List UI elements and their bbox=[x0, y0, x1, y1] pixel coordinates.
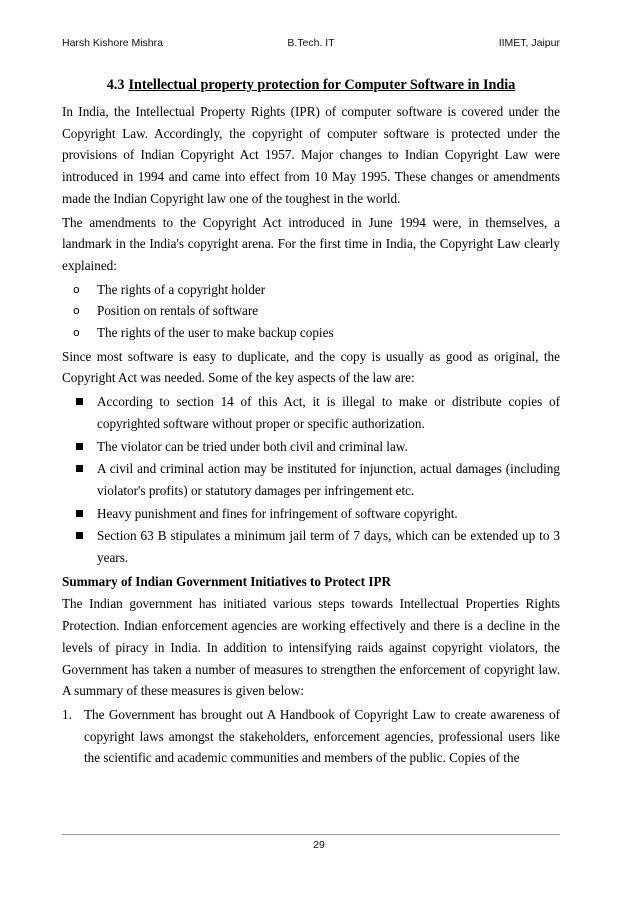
list-item bbox=[62, 525, 560, 568]
circle-bullet-icon: o bbox=[73, 282, 80, 296]
paragraph-government: The Indian government has initiated various steps towards Intellectual Properties Rights Protection. Indian enforcement agencies are working effectively and there is a decline in the levels of piracy in India. In addition to intensifying raids against copyright violators, the Government has taken a number of measures to strengthen the enforcement of copyright law. A summary of these measures is given below: bbox=[62, 596, 560, 699]
list-item-text: The violator can be tried under both civil and criminal law. bbox=[97, 438, 408, 454]
list-item bbox=[62, 503, 560, 525]
list-item-text: Position on rentals of software bbox=[97, 303, 259, 319]
list-item bbox=[62, 436, 560, 458]
section-heading bbox=[62, 74, 560, 96]
square-bullet-icon bbox=[76, 532, 83, 539]
list-item bbox=[62, 322, 560, 344]
list-item bbox=[62, 391, 560, 434]
section-number: 4.3 bbox=[106, 77, 125, 93]
explained-list bbox=[62, 279, 560, 344]
page-number: 29 bbox=[313, 839, 325, 851]
circle-bullet-icon: o bbox=[73, 326, 80, 340]
square-bullet-icon bbox=[76, 465, 83, 472]
circle-bullet-icon: o bbox=[73, 304, 80, 318]
list-item-text: Section 63 B stipulates a minimum jail term of 7 days, which can be extended up to 3 years. bbox=[97, 528, 560, 566]
header-course: B.Tech. IT bbox=[287, 37, 335, 49]
list-item-text: According to section 14 of this Act, it is illegal to make or distribute copies of copyrighted software without proper or specific authorization. bbox=[97, 394, 560, 431]
page-content bbox=[62, 74, 560, 769]
list-item-text: A civil and criminal action may be instituted for injunction, actual damages (including violator's profits) or statutory damages per infringement etc. bbox=[97, 461, 560, 498]
numbered-item-text: The Government has brought out A Handbook of Copyright Law to create awareness of copyright laws amongst the stakeholders, enforcement agencies, professional users like the scientific and academic communities and members of the public. Copies of the bbox=[84, 706, 560, 766]
section-title: Intellectual property protection for Computer Software in India bbox=[128, 77, 516, 93]
square-bullet-icon bbox=[76, 443, 83, 450]
subheading: Summary of Indian Government Initiatives to Protect IPR bbox=[62, 573, 392, 589]
page-header bbox=[62, 37, 560, 53]
list-item bbox=[62, 279, 560, 301]
numbered-item bbox=[62, 704, 560, 769]
paragraph-intro: In India, the Intellectual Property Rights (IPR) of computer software is covered under the Copyright Law. Accordingly, the copyright of computer software is protected under the provisions of Indian Copyright Act 1957. Major changes to Indian Copyright Law were introduced in 1994 and came into effect from 10 May 1995. These changes or amendments made the Indian Copyright law one of the toughest in the world. bbox=[62, 104, 560, 206]
list-item-text: The rights of a copyright holder bbox=[97, 281, 266, 297]
square-bullet-icon bbox=[76, 510, 83, 517]
square-bullet-icon bbox=[76, 398, 83, 405]
paragraph-amendments: The amendments to the Copyright Act introduced in June 1994 were, in themselves, a landmark in the India's copyright arena. For the first time in India, the Copyright Law clearly explained: bbox=[62, 214, 560, 273]
list-item bbox=[62, 300, 560, 322]
list-item-text: The rights of the user to make backup copies bbox=[97, 325, 334, 341]
key-aspects-list bbox=[62, 391, 560, 569]
footer-divider bbox=[62, 834, 560, 835]
list-item-text: Heavy punishment and fines for infringement of software copyright. bbox=[97, 505, 458, 521]
paragraph-key-aspects: Since most software is easy to duplicate, and the copy is usually as good as original, the Copyright Act was needed. Some of the key aspects of the law are: bbox=[62, 348, 560, 386]
item-number: 1. bbox=[62, 706, 72, 722]
header-institute: IIMET, Jaipur bbox=[498, 37, 560, 49]
header-author: Harsh Kishore Mishra bbox=[62, 37, 163, 49]
list-item bbox=[62, 458, 560, 501]
